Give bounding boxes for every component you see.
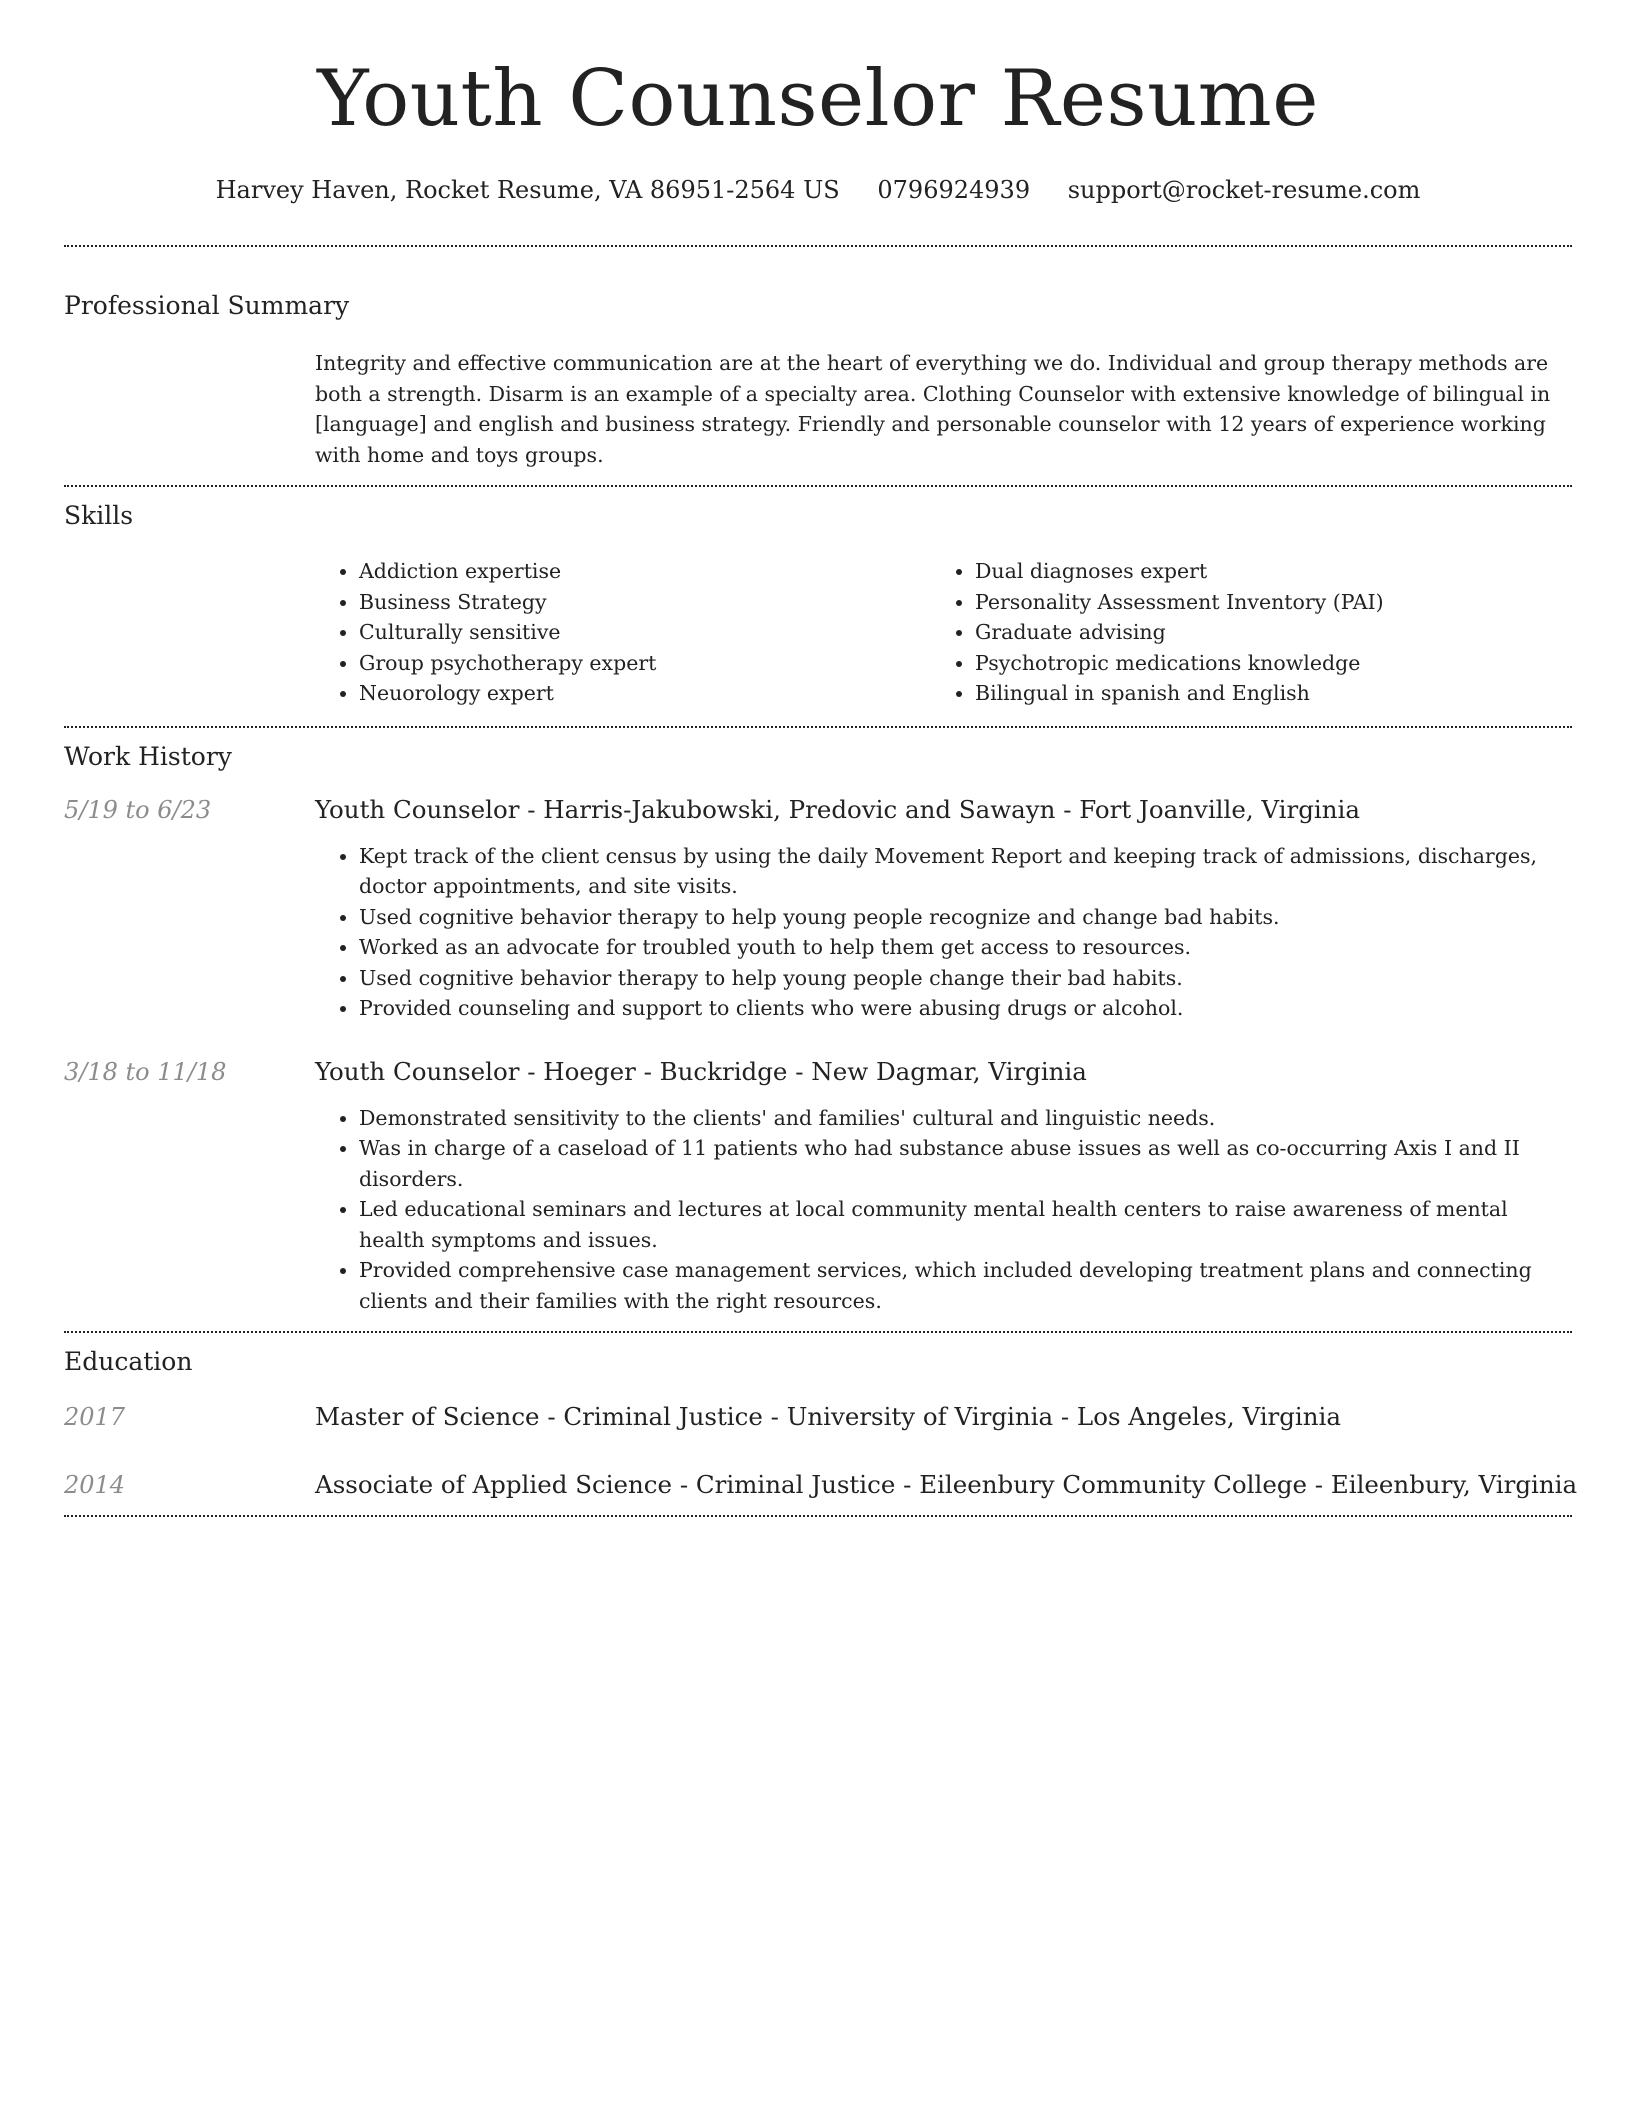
education-school: - Eileenbury Community College - Eileenbury, Virginia: [895, 1470, 1578, 1499]
education-year: 2014: [64, 1471, 126, 1499]
skill-item: • Graduate advising: [975, 617, 1547, 648]
section-heading-work-history: Work History: [64, 741, 232, 771]
summary-text: Integrity and effective communication are at the heart of everything we do. Individual and group therapy methods are both a strength. Disarm is an example of a specialty area. Clothing Counselor with extensive knowledge of bilingual in [language] and english and business strategy. Friendly and personable counselor with 12 years of experience working with home and toys groups.: [315, 351, 1551, 467]
job-bullet: • Demonstrated sensitivity to the clients' and families' cultural and linguistic needs.: [359, 1103, 1572, 1134]
section-heading-skills: Skills: [64, 501, 134, 530]
education-details: [315, 1402, 1341, 1432]
contact-line: [64, 178, 1572, 202]
section-heading-education: Education: [64, 1347, 193, 1376]
job-bullet: • Provided comprehensive case management services, which included developing treatment plans and connecting clients and their families with the right resources.: [359, 1255, 1572, 1316]
job-heading: [315, 1057, 1572, 1087]
job-title: Youth Counselor: [315, 794, 520, 824]
skills-section: [64, 487, 1572, 709]
summary-section: [64, 247, 1572, 470]
skill-item: • Dual diagnoses expert: [975, 556, 1547, 587]
job-bullet: • Led educational seminars and lectures at local community mental health centers to raise awareness of mental health symptoms and issues.: [359, 1194, 1572, 1255]
education-degree: Associate of Applied Science - Criminal Justice: [315, 1470, 896, 1499]
contact-address: Harvey Haven, Rocket Resume, VA 86951-2564 US: [215, 176, 840, 204]
divider: [64, 1515, 1572, 1517]
job-bullet: • Kept track of the client census by using the daily Movement Report and keeping track of admissions, discharges, doctor appointments, and site visits.: [359, 841, 1572, 902]
education-entry: [64, 1470, 1578, 1500]
education-school: - University of Virginia - Los Angeles, Virginia: [762, 1402, 1341, 1431]
skill-item: • Business Strategy: [359, 587, 931, 618]
job-dates: 3/18 to 11/18: [64, 1057, 227, 1086]
education-year: 2017: [64, 1403, 126, 1431]
work-history-section: [64, 728, 1572, 1332]
resume-title: Youth Counselor Resume: [317, 54, 1319, 144]
skill-item: • Psychotropic medications knowledge: [975, 648, 1547, 679]
section-heading-summary: Professional Summary: [64, 291, 350, 320]
skills-list-right: [931, 556, 1547, 709]
contact-phone: 0796924939: [877, 176, 1031, 204]
job-bullet: • Used cognitive behavior therapy to help young people recognize and change bad habits.: [359, 902, 1572, 933]
job-main: [315, 795, 1572, 1024]
skill-item: • Group psychotherapy expert: [359, 648, 931, 679]
education-details: [315, 1470, 1577, 1500]
education-entry: [64, 1402, 1572, 1432]
job-bullet-list: [315, 841, 1572, 1024]
job-bullet: • Was in charge of a caseload of 11 patients who had substance abuse issues as well as co-occurring Axis I and II disorders.: [359, 1133, 1572, 1194]
job-employer: - Harris-Jakubowski, Predovic and Sawayn - Fort Joanville, Virginia: [519, 794, 1360, 824]
job-main: [315, 1057, 1572, 1332]
skill-item: • Addiction expertise: [359, 556, 931, 587]
skill-item: • Bilingual in spanish and English: [975, 678, 1547, 709]
job-entry: [64, 795, 1572, 1024]
contact-email: support@rocket-resume.com: [1067, 176, 1421, 204]
skill-item: • Neuorology expert: [359, 678, 931, 709]
job-bullet: • Used cognitive behavior therapy to help young people change their bad habits.: [359, 963, 1572, 994]
job-employer: - Hoeger - Buckridge - New Dagmar, Virginia: [519, 1056, 1087, 1086]
skills-list-left: [315, 556, 931, 709]
job-bullet: • Worked as an advocate for troubled youth to help them get access to resources.: [359, 932, 1572, 963]
education-section: [64, 1333, 1578, 1500]
skill-item: • Culturally sensitive: [359, 617, 931, 648]
skills-grid: [315, 556, 1572, 709]
job-dates: 5/19 to 6/23: [64, 795, 212, 824]
resume-page: [64, 0, 1578, 1517]
job-entry: [64, 1057, 1572, 1332]
job-heading: [315, 795, 1572, 825]
job-title: Youth Counselor: [315, 1056, 520, 1086]
job-bullet: • Provided counseling and support to clients who were abusing drugs or alcohol.: [359, 993, 1572, 1024]
education-degree: Master of Science - Criminal Justice: [315, 1402, 763, 1431]
job-bullet-list: [315, 1103, 1572, 1317]
skill-item: • Personality Assessment Inventory (PAI): [975, 587, 1547, 618]
